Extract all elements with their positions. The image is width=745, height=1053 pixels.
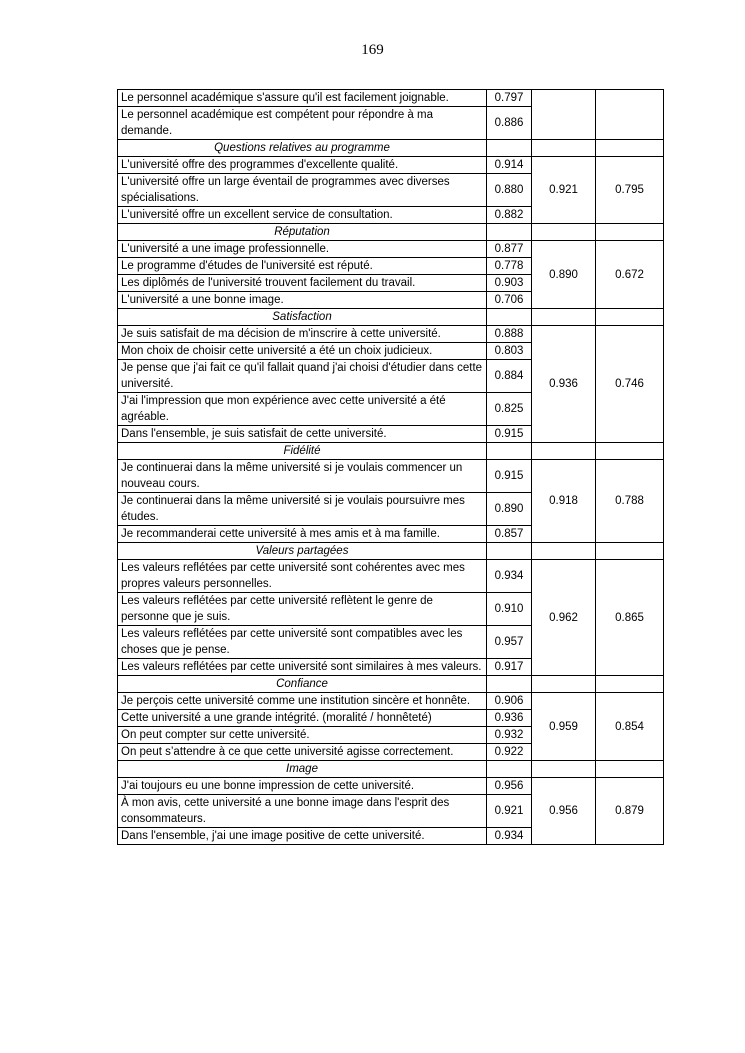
item-text: Je continuerai dans la même université si je voulais commencer un nouveau cours. xyxy=(118,460,487,493)
section-header-row xyxy=(118,309,664,326)
item-text: Le personnel académique est compétent pour répondre à ma demande. xyxy=(118,107,487,140)
item-text: Les valeurs reflétées par cette université sont cohérentes avec mes propres valeurs personnelles. xyxy=(118,560,487,593)
section-alpha: 0.962 xyxy=(532,560,596,676)
empty-cell xyxy=(596,140,664,157)
section-header-row xyxy=(118,543,664,560)
item-loading: 0.957 xyxy=(487,626,532,659)
empty-cell xyxy=(487,309,532,326)
item-text: Je pense que j'ai fait ce qu'il fallait quand j'ai choisi d'étudier dans cette université. xyxy=(118,360,487,393)
item-loading: 0.803 xyxy=(487,343,532,360)
empty-cell xyxy=(596,443,664,460)
section-alpha: 0.956 xyxy=(532,778,596,845)
item-text: Dans l'ensemble, j'ai une image positive de cette université. xyxy=(118,828,487,845)
item-loading: 0.886 xyxy=(487,107,532,140)
item-text: Je perçois cette université comme une institution sincère et honnête. xyxy=(118,693,487,710)
empty-cell xyxy=(487,224,532,241)
empty-cell xyxy=(532,224,596,241)
page-number: 169 xyxy=(361,42,384,58)
empty-cell xyxy=(596,761,664,778)
table-row xyxy=(118,157,664,174)
scale-reliability-table xyxy=(117,89,664,845)
item-loading: 0.934 xyxy=(487,828,532,845)
item-text: On peut compter sur cette université. xyxy=(118,727,487,744)
item-loading: 0.877 xyxy=(487,241,532,258)
item-loading: 0.932 xyxy=(487,727,532,744)
item-loading: 0.706 xyxy=(487,292,532,309)
item-text: L'université offre un excellent service de consultation. xyxy=(118,207,487,224)
item-text: Je continuerai dans la même université si je voulais poursuivre mes études. xyxy=(118,493,487,526)
section-ave: 0.788 xyxy=(596,460,664,543)
item-loading: 0.915 xyxy=(487,426,532,443)
section-alpha: 0.936 xyxy=(532,326,596,443)
table-row xyxy=(118,560,664,593)
section-alpha: 0.921 xyxy=(532,157,596,224)
item-text: L'université a une bonne image. xyxy=(118,292,487,309)
item-text: J'ai l'impression que mon expérience avec cette université a été agréable. xyxy=(118,393,487,426)
item-loading: 0.884 xyxy=(487,360,532,393)
empty-cell xyxy=(596,543,664,560)
section-header-row xyxy=(118,761,664,778)
section-alpha: 0.959 xyxy=(532,693,596,761)
section-ave: 0.865 xyxy=(596,560,664,676)
item-text: Les diplômés de l'université trouvent facilement du travail. xyxy=(118,275,487,292)
item-loading: 0.936 xyxy=(487,710,532,727)
section-title: Fidélité xyxy=(118,443,487,460)
empty-cell xyxy=(532,443,596,460)
item-loading: 0.906 xyxy=(487,693,532,710)
item-loading: 0.922 xyxy=(487,744,532,761)
empty-cell xyxy=(532,676,596,693)
item-text: Les valeurs reflétées par cette université sont similaires à mes valeurs. xyxy=(118,659,487,676)
section-ave: 0.879 xyxy=(596,778,664,845)
item-loading: 0.882 xyxy=(487,207,532,224)
empty-cell xyxy=(487,543,532,560)
item-loading: 0.921 xyxy=(487,795,532,828)
section-ave xyxy=(596,90,664,140)
item-text: Cette université a une grande intégrité. (moralité / honnêteté) xyxy=(118,710,487,727)
section-title: Image xyxy=(118,761,487,778)
item-loading: 0.956 xyxy=(487,778,532,795)
item-loading: 0.797 xyxy=(487,90,532,107)
table-row xyxy=(118,693,664,710)
item-text: L'université a une image professionnelle. xyxy=(118,241,487,258)
item-text: On peut s’attendre à ce que cette université agisse correctement. xyxy=(118,744,487,761)
item-text: Le personnel académique s'assure qu'il est facilement joignable. xyxy=(118,90,487,107)
section-header-row xyxy=(118,224,664,241)
empty-cell xyxy=(487,761,532,778)
section-title: Valeurs partagées xyxy=(118,543,487,560)
item-text: À mon avis, cette université a une bonne image dans l'esprit des consommateurs. xyxy=(118,795,487,828)
section-ave: 0.672 xyxy=(596,241,664,309)
item-loading: 0.857 xyxy=(487,526,532,543)
table-row xyxy=(118,241,664,258)
item-text: Je suis satisfait de ma décision de m'inscrire à cette université. xyxy=(118,326,487,343)
empty-cell xyxy=(532,140,596,157)
table-row xyxy=(118,90,664,107)
section-header-row xyxy=(118,676,664,693)
section-title: Questions relatives au programme xyxy=(118,140,487,157)
section-alpha xyxy=(532,90,596,140)
table-row xyxy=(118,326,664,343)
item-text: Les valeurs reflétées par cette université sont compatibles avec les choses que je pense. xyxy=(118,626,487,659)
empty-cell xyxy=(487,443,532,460)
section-alpha: 0.890 xyxy=(532,241,596,309)
empty-cell xyxy=(487,676,532,693)
empty-cell xyxy=(596,224,664,241)
item-loading: 0.917 xyxy=(487,659,532,676)
item-loading: 0.934 xyxy=(487,560,532,593)
section-ave: 0.795 xyxy=(596,157,664,224)
item-loading: 0.825 xyxy=(487,393,532,426)
section-alpha: 0.918 xyxy=(532,460,596,543)
empty-cell xyxy=(596,676,664,693)
table-row xyxy=(118,460,664,493)
section-ave: 0.854 xyxy=(596,693,664,761)
item-loading: 0.890 xyxy=(487,493,532,526)
section-ave: 0.746 xyxy=(596,326,664,443)
item-loading: 0.903 xyxy=(487,275,532,292)
section-title: Confiance xyxy=(118,676,487,693)
section-title: Satisfaction xyxy=(118,309,487,326)
item-text: J'ai toujours eu une bonne impression de cette université. xyxy=(118,778,487,795)
empty-cell xyxy=(532,309,596,326)
item-loading: 0.910 xyxy=(487,593,532,626)
item-text: Dans l'ensemble, je suis satisfait de cette université. xyxy=(118,426,487,443)
item-text: L'université offre des programmes d'excellente qualité. xyxy=(118,157,487,174)
empty-cell xyxy=(487,140,532,157)
item-text: Le programme d'études de l'université est réputé. xyxy=(118,258,487,275)
item-loading: 0.915 xyxy=(487,460,532,493)
section-header-row xyxy=(118,140,664,157)
item-text: Les valeurs reflétées par cette université reflètent le genre de personne que je suis. xyxy=(118,593,487,626)
item-loading: 0.914 xyxy=(487,157,532,174)
item-text: Je recommanderai cette université à mes amis et à ma famille. xyxy=(118,526,487,543)
item-text: L'université offre un large éventail de programmes avec diverses spécialisations. xyxy=(118,174,487,207)
empty-cell xyxy=(596,309,664,326)
item-loading: 0.888 xyxy=(487,326,532,343)
table-row xyxy=(118,778,664,795)
empty-cell xyxy=(532,543,596,560)
item-loading: 0.880 xyxy=(487,174,532,207)
section-title: Réputation xyxy=(118,224,487,241)
empty-cell xyxy=(532,761,596,778)
item-text: Mon choix de choisir cette université a été un choix judicieux. xyxy=(118,343,487,360)
item-loading: 0.778 xyxy=(487,258,532,275)
section-header-row xyxy=(118,443,664,460)
